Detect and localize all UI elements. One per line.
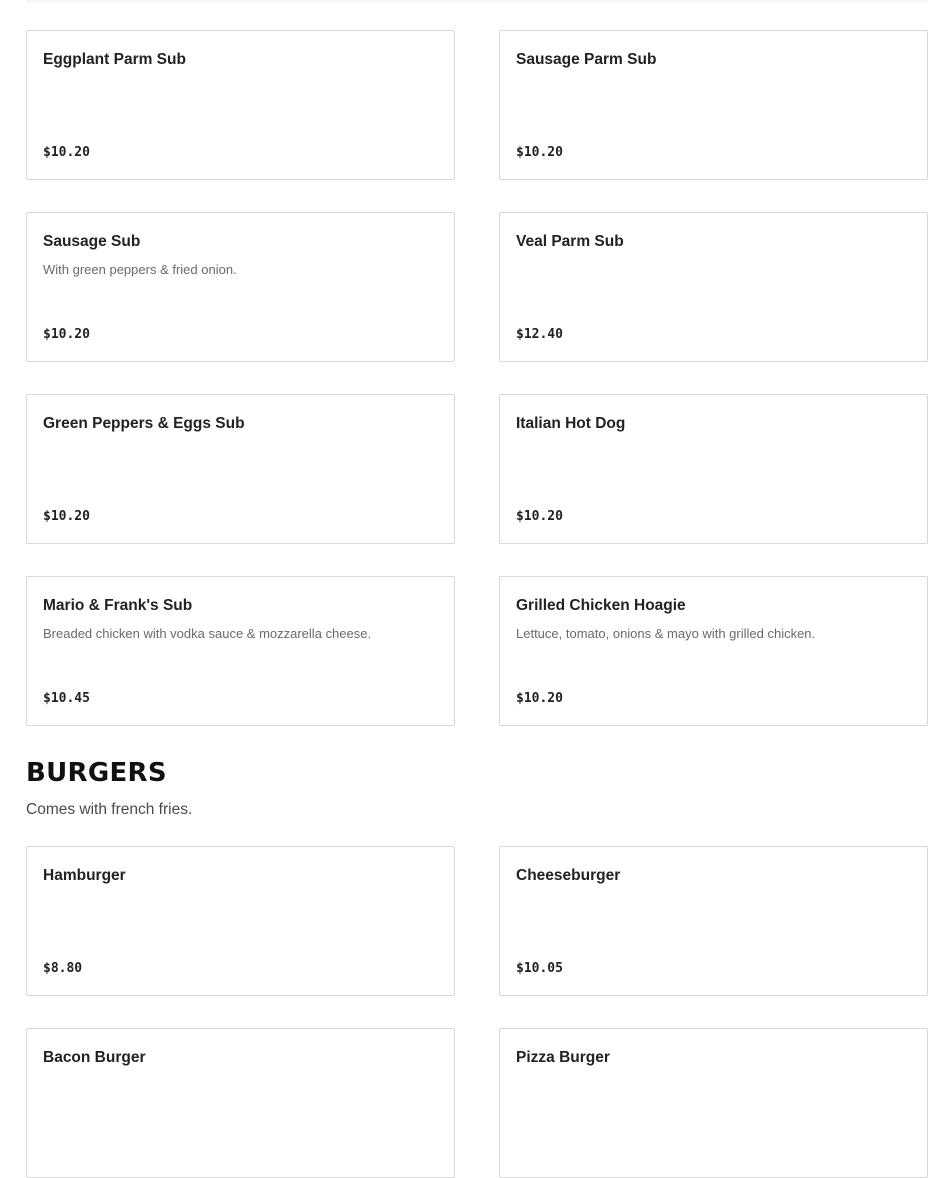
- item-name: Cheeseburger: [516, 867, 621, 884]
- menu-item-card[interactable]: [26, 212, 455, 362]
- menu-item-card[interactable]: [499, 576, 928, 726]
- item-name: Mario & Frank's Sub: [43, 597, 193, 614]
- menu-item-card[interactable]: [26, 576, 455, 726]
- menu-item-card[interactable]: [499, 394, 928, 544]
- menu-item-card[interactable]: [26, 846, 455, 996]
- item-name: Grilled Chicken Hoagie: [516, 597, 686, 614]
- menu-item-card[interactable]: [499, 30, 928, 180]
- item-name: Sausage Sub: [43, 233, 141, 250]
- item-description: Lettuce, tomato, onions & mayo with grilled chicken.: [516, 626, 816, 641]
- item-description: With green peppers & fried onion.: [43, 262, 237, 277]
- menu-item-card[interactable]: [499, 846, 928, 996]
- section-title: BURGERS: [26, 758, 167, 788]
- menu-item-card[interactable]: [26, 30, 455, 180]
- menu-item-card[interactable]: [26, 394, 455, 544]
- item-name: Pizza Burger: [516, 1049, 610, 1066]
- item-price: $10.20: [43, 145, 90, 160]
- item-price: $10.45: [43, 691, 90, 706]
- item-price: $10.20: [516, 145, 563, 160]
- item-price: $10.20: [516, 691, 563, 706]
- previous-card-edge: [26, 0, 928, 3]
- burgers-menu-grid: [26, 846, 928, 1178]
- item-price: $10.20: [43, 327, 90, 342]
- menu-item-card[interactable]: [26, 1028, 455, 1178]
- item-price: $10.20: [516, 509, 563, 524]
- item-name: Bacon Burger: [43, 1049, 146, 1066]
- item-price: $8.80: [43, 961, 83, 976]
- section-subtitle: Comes with french fries.: [26, 801, 193, 818]
- menu-item-card[interactable]: [499, 1028, 928, 1178]
- item-price: $12.40: [516, 327, 563, 342]
- item-name: Hamburger: [43, 867, 126, 884]
- item-name: Italian Hot Dog: [516, 415, 626, 432]
- item-name: Green Peppers & Eggs Sub: [43, 415, 245, 432]
- subs-menu-grid: [26, 30, 928, 726]
- item-name: Veal Parm Sub: [516, 233, 624, 250]
- item-name: Eggplant Parm Sub: [43, 51, 186, 68]
- menu-item-card[interactable]: [499, 212, 928, 362]
- item-price: $10.05: [516, 961, 563, 976]
- item-description: Breaded chicken with vodka sauce & mozzarella cheese.: [43, 626, 372, 641]
- item-name: Sausage Parm Sub: [516, 51, 657, 68]
- item-price: $10.20: [43, 509, 90, 524]
